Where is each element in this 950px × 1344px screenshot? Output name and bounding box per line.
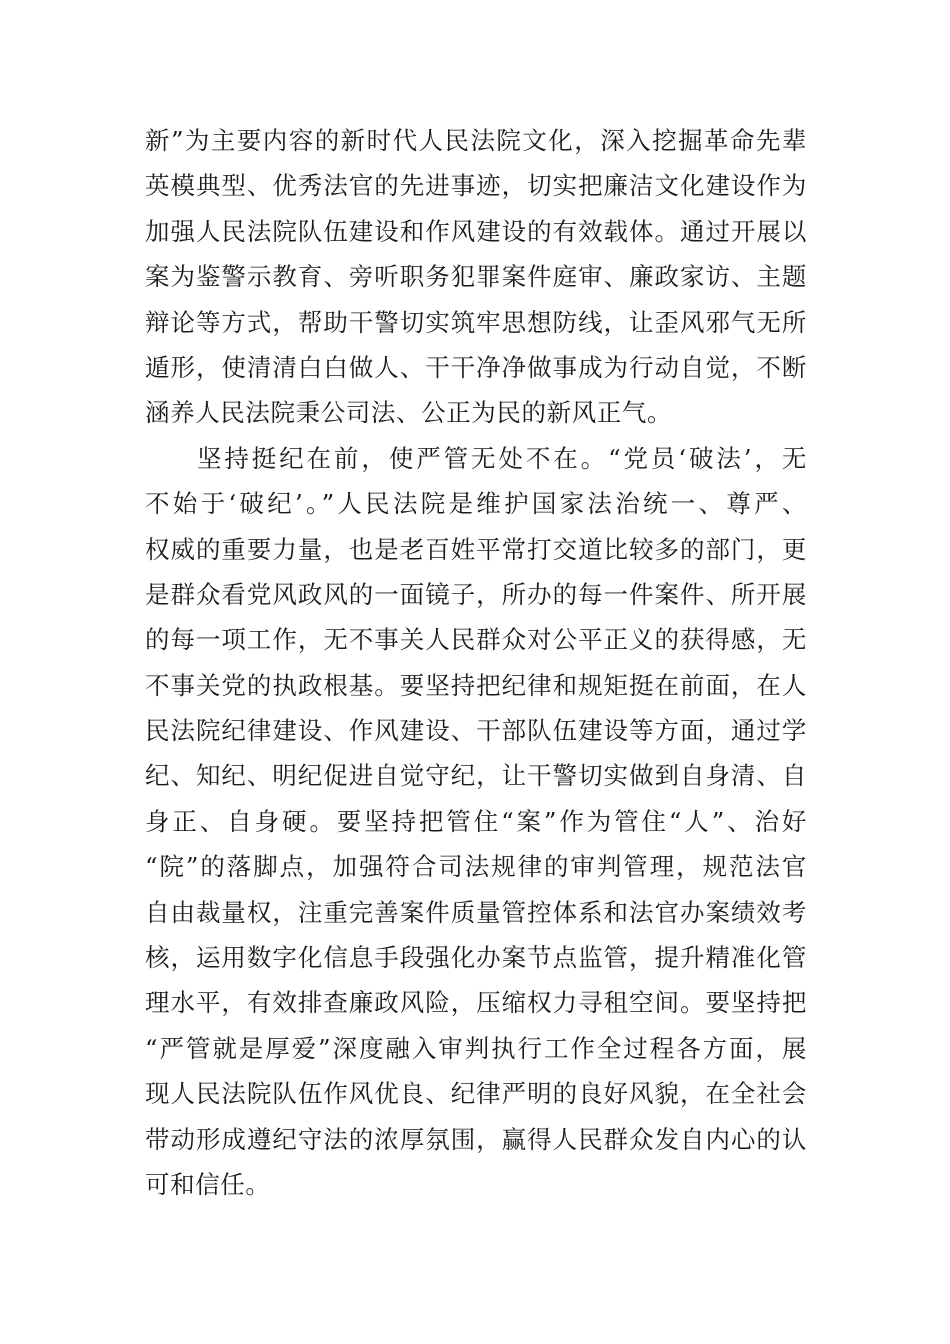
paragraph-2-line: 民法院纪律建设、作风建设、干部队伍建设等方面，通过学 [145, 716, 807, 746]
paragraph-2-line: “严管就是厚爱”深度融入审判执行工作全过程各方面，展 [145, 1033, 807, 1063]
paragraph-2-line: 带动形成遵纪守法的浓厚氛围，赢得人民群众发自内心的认 [145, 1124, 807, 1154]
paragraph-2-line: 是群众看党风政风的一面镜子，所办的每一件案件、所开展 [145, 579, 807, 609]
paragraph-1-line: 新”为主要内容的新时代人民法院文化，深入挖掘革命先辈 [145, 126, 807, 155]
paragraph-1-line: 英模典型、优秀法官的先进事迹，切实把廉洁文化建设作为 [145, 171, 807, 201]
paragraph-2-line: 理水平，有效排查廉政风险，压缩权力寻租空间。要坚持把 [145, 988, 807, 1018]
paragraph-2-line: 不始于‘破纪’。”人民法院是维护国家法治统一、尊严、 [145, 489, 807, 519]
paragraph-2-line: 纪、知纪、明纪促进自觉守纪，让干警切实做到自身清、自 [145, 761, 807, 791]
paragraph-2-line: 的每一项工作，无不事关人民群众对公平正义的获得感，无 [145, 625, 807, 655]
paragraph-2-line: 不事关党的执政根基。要坚持把纪律和规矩挺在前面，在人 [145, 670, 807, 700]
paragraph-2-line: 自由裁量权，注重完善案件质量管控体系和法官办案绩效考 [145, 897, 807, 927]
paragraph-2-line: 核，运用数字化信息手段强化办案节点监管，提升精准化管 [145, 943, 807, 973]
paragraph-2-line: “院”的落脚点，加强符合司法规律的审判管理，规范法官 [145, 852, 807, 882]
body-text [145, 118, 807, 1207]
paragraph-2-line: 身正、自身硬。要坚持把管住“案”作为管住“人”、治好 [145, 806, 807, 836]
paragraph-2-line: 坚持挺纪在前，使严管无处不在。“党员‘破法’，无 [197, 443, 807, 473]
paragraph-1-line: 遁形，使清清白白做人、干干净净做事成为行动自觉，不断 [145, 352, 807, 382]
paragraph-1-line: 辩论等方式，帮助干警切实筑牢思想防线，让歪风邪气无所 [145, 307, 807, 337]
paragraph-1-line: 加强人民法院队伍建设和作风建设的有效载体。通过开展以 [145, 216, 807, 246]
paragraph-1-line: 案为鉴警示教育、旁听职务犯罪案件庭审、廉政家访、主题 [145, 262, 807, 292]
paragraph-1-line: 涵养人民法院秉公司法、公正为民的新风正气。 [145, 398, 673, 428]
paragraph-2-line: 可和信任。 [145, 1169, 271, 1199]
paragraph-2-line: 现人民法院队伍作风优良、纪律严明的良好风貌，在全社会 [145, 1079, 807, 1109]
paragraph-2-line: 权威的重要力量，也是老百姓平常打交道比较多的部门，更 [145, 534, 807, 564]
